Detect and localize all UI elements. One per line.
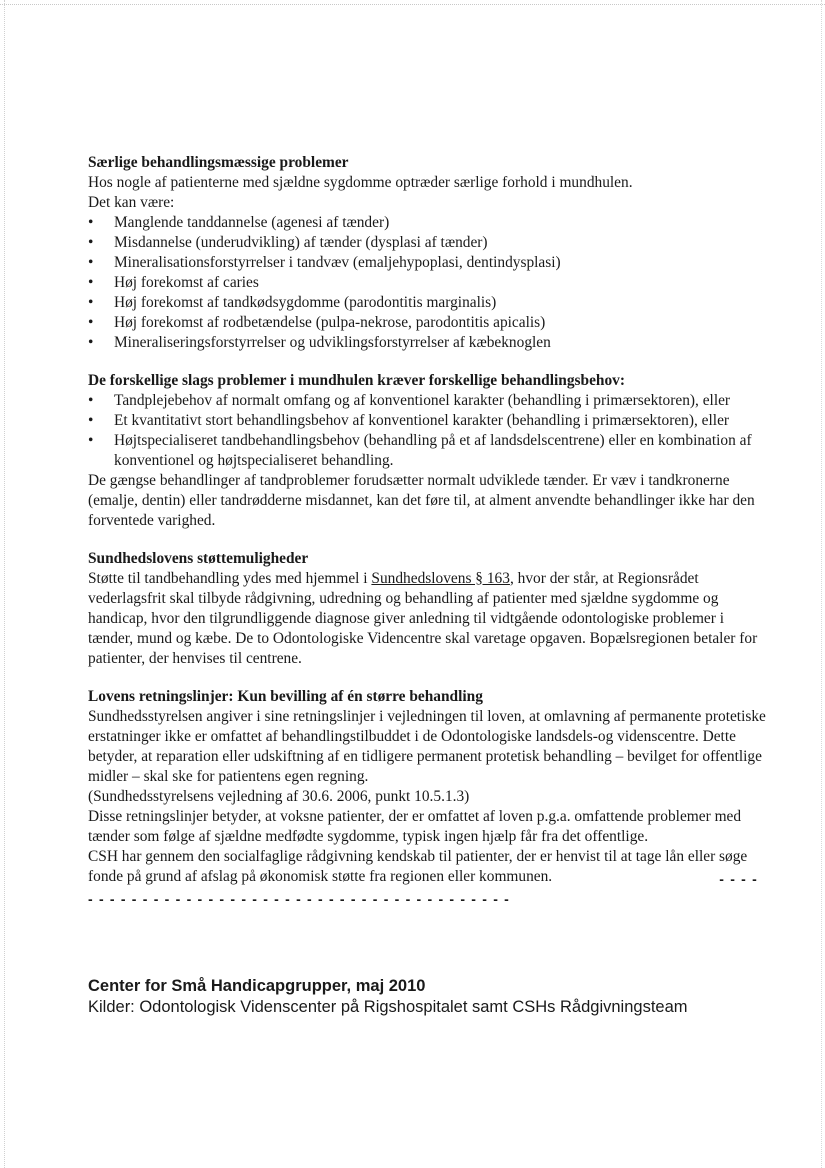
paragraph: (Sundhedsstyrelsens vejledning af 30.6. 2006, punkt 10.5.1.3): [88, 788, 470, 805]
footer-sources: Kilder: Odontologisk Videnscenter på Rigshospitalet samt CSHs Rådgivningsteam: [88, 998, 688, 1016]
paragraph: Disse retningslinjer betyder, at voksne patienter, der er omfattet af loven p.g.a. omfattende problemer med tænder som følge af sjældne medfødte sygdomme, typisk ingen hjælp får fra det offentlige.: [88, 808, 742, 845]
list-item: • Høj forekomst af caries: [88, 273, 768, 293]
paragraph: CSH har gennem den socialfaglige rådgivning kendskab til patienter, der er henvist til at tage lån eller søge fonde på grund af afslag på økonomisk støtte fra regionen eller kommunen.: [88, 848, 748, 885]
problem-list: [88, 213, 768, 353]
document-body: [88, 153, 768, 909]
intro-line: Hos nogle af patienterne med sjældne sygdomme optræder særlige forhold i mundhulen.: [88, 174, 633, 191]
needs-list: [88, 391, 768, 471]
list-item: • Mineralisationsforstyrrelser i tandvæv (emaljehypoplasi, dentindysplasi): [88, 253, 768, 273]
section-special-problems: [88, 153, 768, 353]
list-item: • Høj forekomst af tandkødsygdomme (parodontitis marginalis): [88, 293, 768, 313]
paragraph: [88, 569, 768, 669]
list-item: • Mineraliseringsforstyrrelser og udviklingsforstyrrelser af kæbeknoglen: [88, 333, 768, 353]
divider-short: - - - -: [719, 871, 758, 887]
section-heading: Særlige behandlingsmæssige problemer: [88, 154, 349, 171]
list-item: • Høj forekomst af rodbetændelse (pulpa-nekrose, parodontitis apicalis): [88, 313, 768, 333]
list-item: • Et kvantitativt stort behandlingsbehov af konventionel karakter (behandling i primærsektoren), eller: [88, 411, 768, 431]
section-support-options: [88, 549, 768, 669]
paragraph-text: Støtte til tandbehandling ydes med hjemmel i: [88, 570, 372, 587]
intro-line: Det kan være:: [88, 194, 175, 211]
list-item: • Manglende tanddannelse (agenesi af tænder): [88, 213, 768, 233]
list-item: • Misdannelse (underudvikling) af tænder (dysplasi af tænder): [88, 233, 768, 253]
scan-edge-left: [4, 0, 5, 1168]
footer: [88, 976, 768, 1018]
section-heading: De forskellige slags problemer i mundhulen kræver forskellige behandlingsbehov:: [88, 372, 625, 389]
divider-long: - - - - - - - - - - - - - - - - - - - - - - - - - - - - - - - - - - - - - - -: [88, 891, 511, 907]
paragraph: Sundhedsstyrelsen angiver i sine retningslinjer i vejledningen til loven, at omlavning af permanente protetiske erstatninger ikke er omfattet af behandlingstilbuddet i de Odontologiske landsdels-og videnscentre. Dette betyder, at reparation eller udskiftning af en tidligere permanent protetisk behandling – bevilget for offentlige midler – skal ske for patientens egen regning.: [88, 708, 766, 785]
footer-title: Center for Små Handicapgrupper, maj 2010: [88, 977, 426, 995]
law-reference-link[interactable]: Sundhedslovens § 163: [371, 570, 510, 587]
section-treatment-needs: [88, 371, 768, 531]
section-heading: Sundhedslovens støttemuligheder: [88, 550, 309, 567]
scan-edge-top: [0, 4, 825, 5]
section-heading: Lovens retningslinjer: Kun bevilling af én større behandling: [88, 688, 483, 705]
paragraph: De gængse behandlinger af tandproblemer forudsætter normalt udviklede tænder. Er væv i tandkronerne (emalje, dentin) eller tandrødderne misdannet, kan det føre til, at alment anvendte behandlinger ikke har den forventede varighed.: [88, 472, 755, 529]
list-item: • Højtspecialiseret tandbehandlingsbehov (behandling på et af landsdelscentrene) eller en kombination af konventionel og højtspecialiseret behandling.: [88, 431, 768, 471]
paragraph-text: , hvor der står, at Regionsrådet vederlagsfrit skal tilbyde rådgivning, udredning og behandling af patienter med sjældne sygdomme og handicap, hvor den tilgrundliggende diagnose giver anledning til vidtgående odontologiske problemer i tænder, mund og kæbe. De to Odontologiske Videncentre skal varetage opgaven. Bopælsregionen betaler for patienter, der henvises til centrene.: [88, 570, 758, 667]
section-guidelines: [88, 687, 768, 909]
scan-edge-right: [821, 0, 822, 1168]
dashed-divider: [88, 871, 768, 909]
list-item: • Tandplejebehov af normalt omfang og af konventionel karakter (behandling i primærsektoren), eller: [88, 391, 768, 411]
